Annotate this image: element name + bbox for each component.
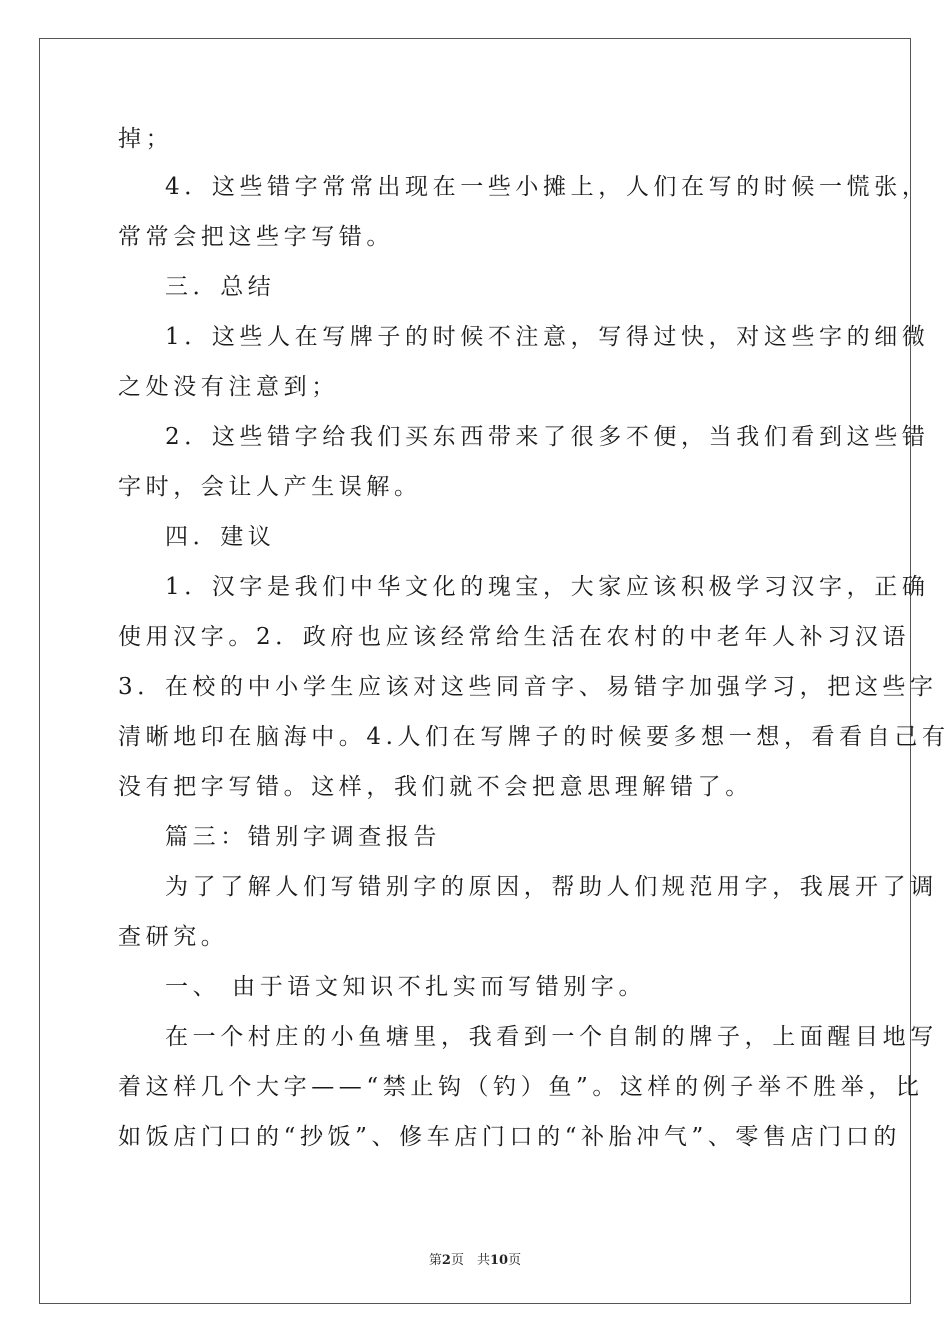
page-footer	[0, 1249, 950, 1268]
text-line: 1．汉字是我们中华文化的瑰宝，大家应该积极学习汉字，正确	[165, 574, 930, 600]
total-page-number: 10	[489, 1253, 509, 1268]
section-heading: 篇三：错别字调查报告	[165, 824, 441, 850]
section-heading: 四．建议	[165, 524, 276, 550]
text-line: 常常会把这些字写错。	[118, 224, 394, 250]
text-line: 1．这些人在写牌子的时候不注意，写得过快，对这些字的细微	[165, 324, 930, 350]
text-line: 查研究。	[118, 924, 229, 950]
footer-prefix: 第	[428, 1253, 442, 1268]
text-line: 4．这些错字常常出现在一些小摊上，人们在写的时候一慌张，	[165, 174, 930, 200]
text-line: 在一个村庄的小鱼塘里，我看到一个自制的牌子，上面醒目地写	[165, 1024, 938, 1050]
text-line: 字时，会让人产生误解。	[118, 474, 422, 500]
text-line: 3．在校的中小学生应该对这些同音字、易错字加强学习，把这些字	[118, 674, 938, 700]
footer-suffix: 页	[508, 1253, 522, 1268]
text-line: 2．这些错字给我们买东西带来了很多不便，当我们看到这些错	[165, 424, 930, 450]
text-line: 之处没有注意到；	[118, 374, 339, 400]
text-line: 掉；	[118, 126, 174, 152]
text-line: 清晰地印在脑海中。4.人们在写牌子的时候要多想一想，看看自己有	[118, 724, 950, 750]
section-heading: 一、 由于语文知识不扎实而写错别字。	[165, 974, 647, 1000]
current-page-number: 2	[441, 1253, 451, 1268]
text-line: 如饭店门口的“抄饭”、修车店门口的“补胎冲气”、零售店门口的	[118, 1124, 902, 1150]
footer-mid: 页 共	[450, 1253, 490, 1268]
text-line: 使用汉字。2．政府也应该经常给生活在农村的中老年人补习汉语	[118, 624, 911, 650]
text-line: 为了了解人们写错别字的原因，帮助人们规范用字，我展开了调	[165, 874, 938, 900]
text-line: 没有把字写错。这样，我们就不会把意思理解错了。	[118, 774, 753, 800]
section-heading: 三．总结	[165, 274, 276, 300]
text-line: 着这样几个大字——“禁止钩（钓）鱼”。这样的例子举不胜举，比	[118, 1074, 924, 1100]
